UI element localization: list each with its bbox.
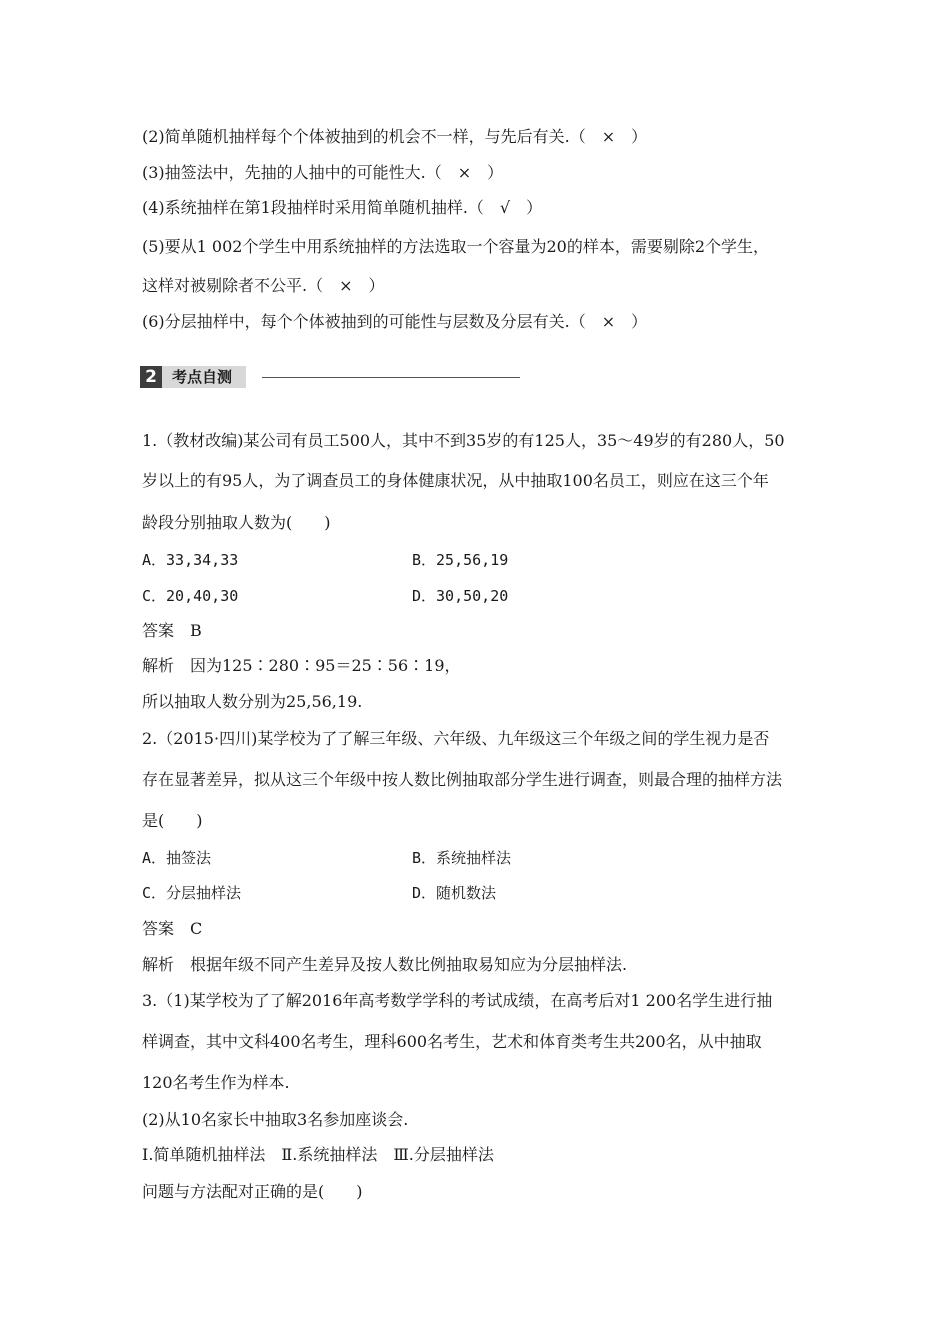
q3-method-list: Ⅰ.简单随机抽样法 Ⅱ.系统抽样法 Ⅲ.分层抽样法 <box>142 1145 494 1164</box>
section-number-badge: 2 <box>140 366 162 388</box>
q3-stem-line: 样调查，其中文科400名考生，理科600名考生，艺术和体育类考生共200名，从中抽取 <box>142 1032 762 1051</box>
q2-option-a: A．抽签法 <box>142 849 212 867</box>
q1-analysis: 所以抽取人数分别为25,56,19. <box>142 692 363 711</box>
q1-option-c: C．20,40,30 <box>142 587 239 605</box>
q1-option-d: D．30,50,20 <box>412 587 509 605</box>
q3-stem-line: 120名考生作为样本. <box>142 1073 290 1092</box>
q1-stem-line: 龄段分别抽取人数为( ) <box>142 513 331 532</box>
q2-analysis: 解析 根据年级不同产生差异及按人数比例抽取易知应为分层抽样法. <box>142 955 628 974</box>
q2-option-b: B．系统抽样法 <box>412 849 512 867</box>
q3-stem-line: 3.（1)某学校为了了解2016年高考数学学科的考试成绩，在高考后对1 200名学生进行抽 <box>142 991 773 1010</box>
judgment-item: (5)要从1 002个学生中用系统抽样的方法选取一个容量为20的样本，需要剔除2个学生， <box>142 237 770 256</box>
judgment-item: (3)抽签法中，先抽的人抽中的可能性大.（ × ） <box>142 163 504 182</box>
judgment-item: (4)系统抽样在第1段抽样时采用简单随机抽样.（ √ ） <box>142 198 543 217</box>
section-title: 考点自测 <box>162 366 246 388</box>
q2-answer: 答案 C <box>142 919 203 938</box>
section-header <box>140 366 246 388</box>
q1-option-a: A．33,34,33 <box>142 551 239 569</box>
q2-option-d: D．随机数法 <box>412 884 497 902</box>
q1-stem-line: 1.（教材改编)某公司有员工500人，其中不到35岁的有125人，35～49岁的有280人，50 <box>142 431 785 450</box>
judgment-item: (6)分层抽样中，每个个体被抽到的可能性与层数及分层有关.（ × ） <box>142 312 648 331</box>
q2-option-c: C．分层抽样法 <box>142 884 242 902</box>
q2-stem-line: 存在显著差异，拟从这三个年级中按人数比例抽取部分学生进行调查，则最合理的抽样方法 <box>142 770 783 789</box>
q1-answer: 答案 B <box>142 621 202 640</box>
q2-stem-line: 是( ) <box>142 811 203 830</box>
q2-stem-line: 2.（2015·四川)某学校为了了解三年级、六年级、九年级这三个年级之间的学生视力是否 <box>142 729 770 748</box>
q1-option-b: B．25,56,19 <box>412 551 509 569</box>
q1-stem-line: 岁以上的有95人，为了调查员工的身体健康状况，从中抽取100名员工，则应在这三个年 <box>142 471 769 490</box>
q1-analysis: 解析 因为125∶280∶95＝25∶56∶19， <box>142 656 461 675</box>
section-divider <box>262 377 520 378</box>
judgment-item: (2)简单随机抽样每个个体被抽到的机会不一样，与先后有关.（ × ） <box>142 127 648 146</box>
judgment-item-continued: 这样对被剔除者不公平.（ × ） <box>142 276 385 295</box>
q3-question: 问题与方法配对正确的是( ) <box>142 1182 363 1201</box>
q3-stem-line: (2)从10名家长中抽取3名参加座谈会. <box>142 1110 409 1129</box>
